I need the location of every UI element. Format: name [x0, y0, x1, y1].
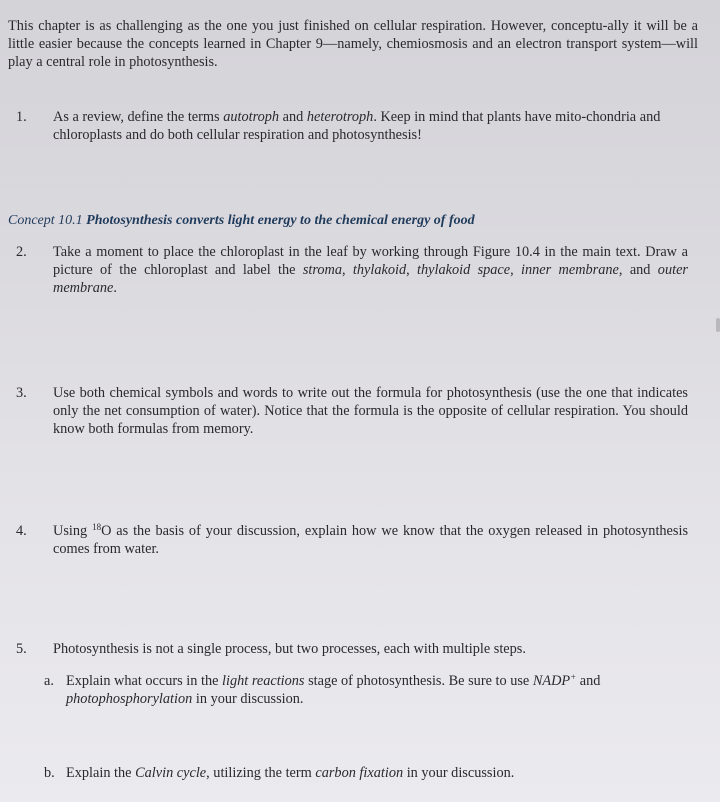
- question-number: 4.: [16, 523, 27, 539]
- term-thylakoid: thylakoid: [352, 262, 407, 279]
- isotope-mass: 18: [92, 522, 102, 532]
- question-text: Using $^{18}$O as the basis of your discussion, explain how we know that the oxygen released in photosynthesis comes from water.: [53, 522, 689, 558]
- term-heterotroph: heterotroph: [306, 109, 374, 125]
- question-number: 1.: [16, 109, 27, 125]
- page-edge-mark: [716, 318, 720, 332]
- concept-heading: [8, 212, 698, 230]
- intro-paragraph: This chapter is as challenging as the one you just finished on cellular respiration. However, conceptu-ally it will be a little easier because the concepts learned in Chapter 9—namely, chemiosmosis and an electron transport system—will play a central role in photosynthesis.: [8, 18, 698, 71]
- isotope-symbol: O: [101, 523, 112, 539]
- subquestion-text: Explain the Calvin cycle, utilizing the term carbon fixation in your discussion.: [66, 765, 515, 781]
- term-photophosphorylation: photophosphorylation: [66, 691, 193, 708]
- term-nadp: NADP+: [532, 672, 577, 689]
- term-thylakoid-space: thylakoid space: [417, 262, 511, 279]
- term-light-reactions: light reactions: [222, 673, 305, 689]
- question-text: Use both chemical symbols and words to write out the formula for photosynthesis (use the one that indicates only the net consumption of water). Notice that the formula is the opposite of cellular respiration. You should know both formulas from memory.: [53, 385, 688, 438]
- question-5: [16, 640, 688, 658]
- question-number: 5.: [16, 641, 27, 657]
- question-5b: [44, 764, 684, 782]
- question-1: [16, 108, 688, 144]
- question-2: [16, 243, 688, 298]
- term-carbon-fixation: carbon fixation: [315, 765, 404, 781]
- question-5a: [44, 672, 684, 708]
- question-3: [16, 384, 688, 439]
- question-text: Take a moment to place the chloroplast in the leaf by working through Figure 10.4 in the main text. Draw a picture of the chloroplast and label the stroma, thylakoid, thylakoid space, inner membrane, and outer membrane.: [53, 244, 688, 297]
- question-number: 3.: [16, 385, 27, 401]
- question-4: [16, 522, 688, 558]
- question-text: As a review, define the terms autotroph and heterotroph. Keep in mind that plants have mito-chondria and chloroplasts and do both cellular respiration and photosynthesis!: [53, 109, 661, 144]
- subquestion-text: Explain what occurs in the light reactions stage of photosynthesis. Be sure to use NADP+ and photophosphorylation in your discussion.: [66, 672, 601, 708]
- subquestion-letter: b.: [44, 765, 55, 781]
- term-calvin-cycle: Calvin cycle: [135, 765, 207, 781]
- subquestion-letter: a.: [44, 673, 54, 689]
- concept-title: Photosynthesis converts light energy to the chemical energy of food: [86, 213, 475, 228]
- term-autotroph: autotroph: [223, 109, 280, 125]
- term-outer-membrane: outer membrane: [53, 262, 688, 297]
- question-text: Photosynthesis is not a single process, but two processes, each with multiple steps.: [53, 641, 526, 657]
- term-inner-membrane: inner membrane: [521, 262, 619, 279]
- concept-label: Concept 10.1: [8, 213, 83, 228]
- question-number: 2.: [16, 244, 27, 260]
- term-stroma: stroma: [302, 262, 343, 279]
